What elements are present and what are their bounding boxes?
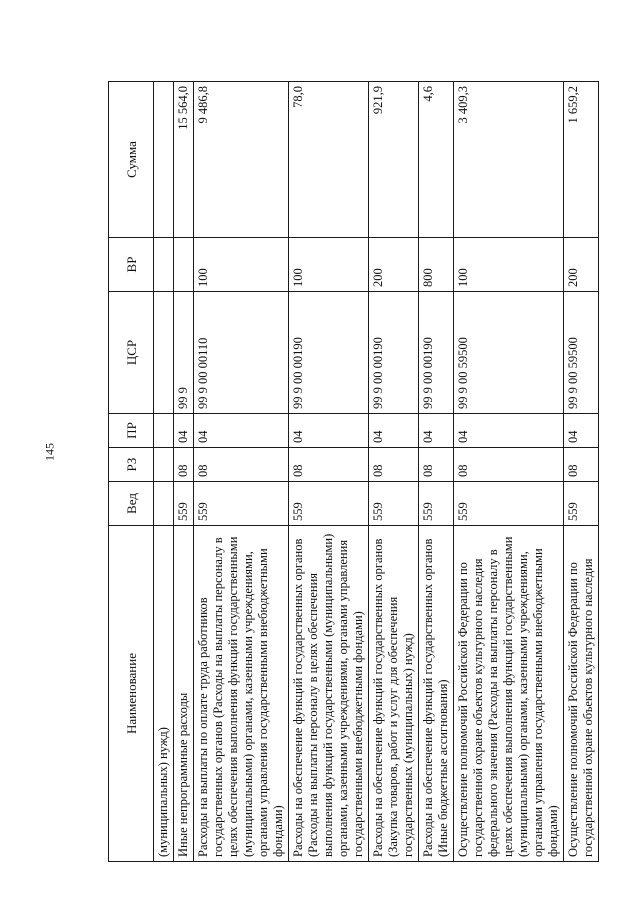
- cell-csr: 99 9 00 00190: [419, 292, 454, 414]
- table-row: [174, 82, 194, 862]
- cell-pr: 04: [369, 414, 419, 448]
- cell-csr: 99 9 00 59500: [454, 292, 564, 414]
- cell-vr: 100: [454, 238, 564, 292]
- table-row: [419, 82, 454, 862]
- table-row: [454, 82, 564, 862]
- cell-csr: 99 9 00 59500: [564, 292, 599, 414]
- cell-csr: 99 9 00 00110: [194, 292, 289, 414]
- cell-sum: 9 486,8: [194, 82, 289, 238]
- header-ved: Вед: [109, 482, 154, 526]
- table-row: [564, 82, 599, 862]
- header-pr: ПР: [109, 414, 154, 448]
- cell-ved: 559: [419, 482, 454, 526]
- cell-ved: 559: [174, 482, 194, 526]
- table-header-row: [109, 82, 154, 862]
- cell-rz: 08: [369, 448, 419, 482]
- cell-csr: 99 9 00 00190: [369, 292, 419, 414]
- budget-table: [108, 81, 599, 862]
- cell-sum: 1 659,2: [564, 82, 599, 238]
- cell-name: Расходы на выплаты по оплате труда работников государственных органов (Расходы на выплаты персоналу в целях обеспечения выполнения функций государственными (муниципальными) органами, казенными учреждениями, органами управления государственными внебюджетными фондами): [194, 526, 289, 862]
- cell-vr: 100: [289, 238, 369, 292]
- header-name: Наименование: [109, 526, 154, 862]
- cell-name: Иные непрограммные расходы: [174, 526, 194, 862]
- cell-rz: 08: [454, 448, 564, 482]
- cell-rz: 08: [289, 448, 369, 482]
- cell-csr: [154, 292, 174, 414]
- cell-pr: 04: [194, 414, 289, 448]
- cell-ved: 559: [369, 482, 419, 526]
- cell-pr: 04: [564, 414, 599, 448]
- cell-name: Расходы на обеспечение функций государственных органов (Иные бюджетные ассигнования): [419, 526, 454, 862]
- cell-sum: 15 564,0: [174, 82, 194, 238]
- page-number: 145: [42, 443, 57, 461]
- rotated-page-content: [108, 82, 618, 862]
- cell-rz: 08: [174, 448, 194, 482]
- cell-csr: 99 9: [174, 292, 194, 414]
- cell-sum: 3 409,3: [454, 82, 564, 238]
- cell-vr: 100: [194, 238, 289, 292]
- cell-vr: 800: [419, 238, 454, 292]
- cell-ved: 559: [564, 482, 599, 526]
- cell-name: Расходы на обеспечение функций государственных органов (Расходы на выплаты персоналу в целях обеспечения выполнения функций государственными (муниципальными) органами, казенными учреждениями, органами управления государственными внебюджетными фондами): [289, 526, 369, 862]
- cell-name: (муниципальных) нужд): [154, 526, 174, 862]
- cell-rz: 08: [564, 448, 599, 482]
- cell-ved: 559: [194, 482, 289, 526]
- cell-vr: [154, 238, 174, 292]
- header-rz: РЗ: [109, 448, 154, 482]
- cell-name: Осуществление полномочий Российской Федерации по государственной охране объектов культурного наследия федерального значения (Расходы на выплаты персоналу в целях обеспечения выполнения функций государственными (муниципальными) органами, казенными учреждениями, органами управления государственными внебюджетными фондами): [454, 526, 564, 862]
- cell-ved: 559: [289, 482, 369, 526]
- cell-sum: 4,6: [419, 82, 454, 238]
- table-row: [194, 82, 289, 862]
- cell-vr: 200: [369, 238, 419, 292]
- cell-vr: [174, 238, 194, 292]
- cell-sum: [154, 82, 174, 238]
- cell-ved: 559: [454, 482, 564, 526]
- cell-ved: [154, 482, 174, 526]
- cell-pr: 04: [289, 414, 369, 448]
- table-row: [289, 82, 369, 862]
- cell-pr: [154, 414, 174, 448]
- header-csr: ЦСР: [109, 292, 154, 414]
- cell-pr: 04: [419, 414, 454, 448]
- cell-name: Расходы на обеспечение функций государственных органов (Закупка товаров, работ и услуг для обеспечения государственных (муниципальных) нужд): [369, 526, 419, 862]
- cell-csr: 99 9 00 00190: [289, 292, 369, 414]
- cell-sum: 78,0: [289, 82, 369, 238]
- header-vr: ВР: [109, 238, 154, 292]
- cell-pr: 04: [174, 414, 194, 448]
- cell-pr: 04: [454, 414, 564, 448]
- cell-name: Осуществление полномочий Российской Федерации по государственной охране объектов культурного наследия: [564, 526, 599, 862]
- header-sum: Сумма: [109, 82, 154, 238]
- cell-rz: 08: [194, 448, 289, 482]
- table-row: [369, 82, 419, 862]
- cell-sum: 921,9: [369, 82, 419, 238]
- cell-rz: [154, 448, 174, 482]
- cell-vr: 200: [564, 238, 599, 292]
- table-row: [154, 82, 174, 862]
- cell-rz: 08: [419, 448, 454, 482]
